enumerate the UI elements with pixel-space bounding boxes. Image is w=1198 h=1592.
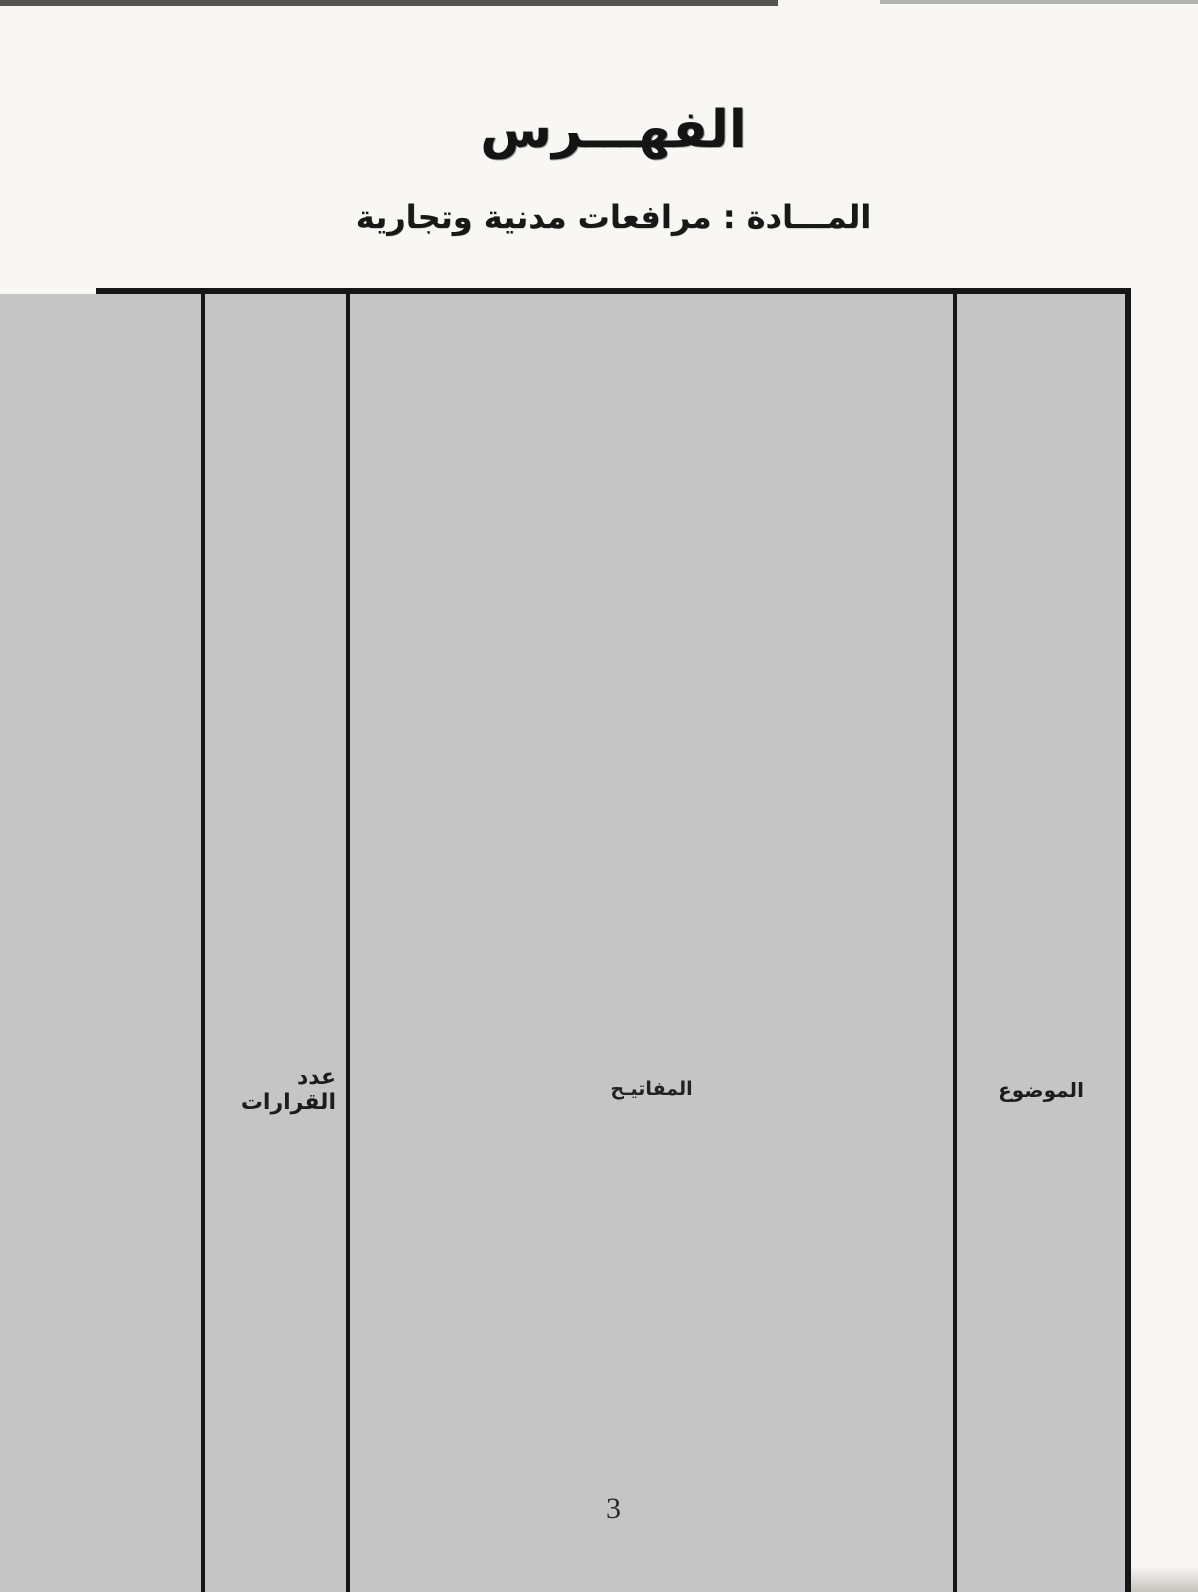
column-header-page <box>0 294 201 1592</box>
column-header-subject: الموضوع <box>953 294 1125 1592</box>
page-subtitle: المـــادة : مرافعات مدنية وتجارية <box>355 198 872 236</box>
page-title: الفهـــرس <box>480 100 747 160</box>
toc-table <box>96 288 1131 1592</box>
table-header-row <box>102 294 1125 1592</box>
scan-edge-top <box>0 0 778 6</box>
column-header-keys: المفاتيـح <box>346 294 953 1592</box>
page-number: 3 <box>606 1492 621 1525</box>
scan-edge-top-right <box>880 0 1198 4</box>
column-header-decisions: عدد القرارات <box>201 294 346 1592</box>
